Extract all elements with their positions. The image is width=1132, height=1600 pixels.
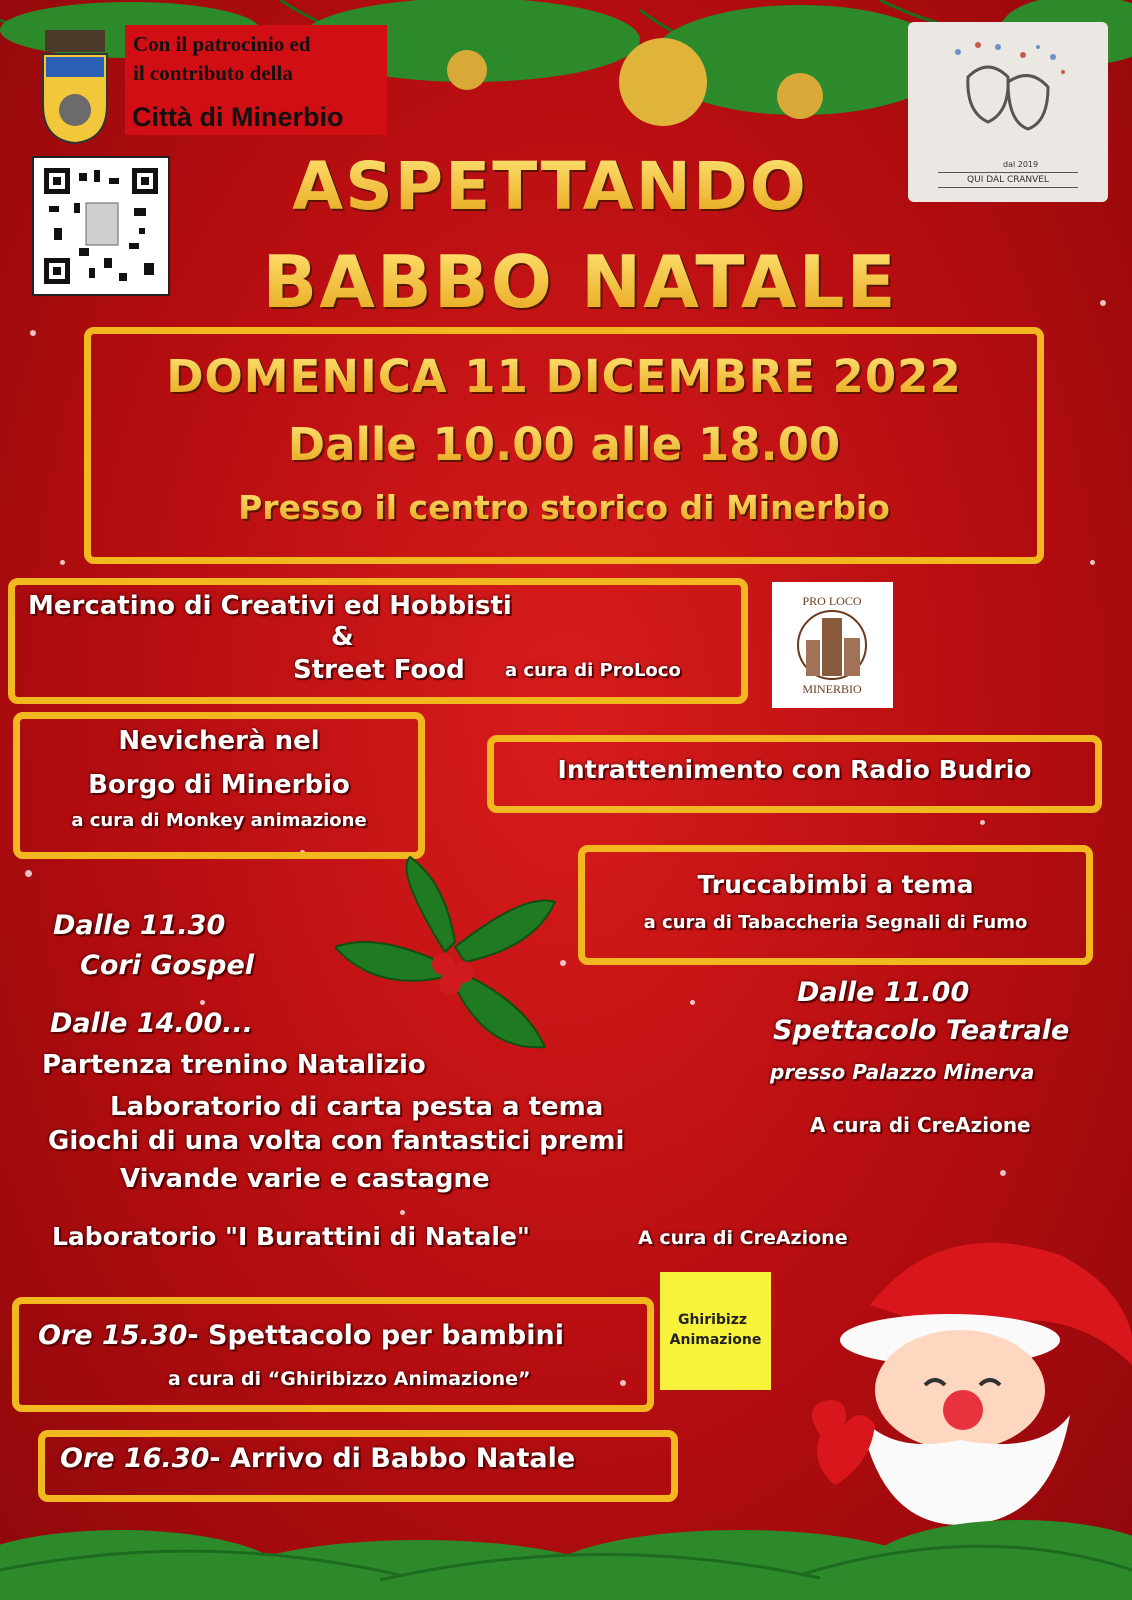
event-time: Dalle 10.00 alle 18.00 bbox=[84, 418, 1044, 471]
teatro-label: Spettacolo Teatrale bbox=[773, 1015, 1070, 1046]
neve-line1: Nevicherà nel bbox=[118, 726, 320, 756]
spettacolo-label: - Spettacolo per bambini bbox=[187, 1320, 564, 1351]
spettacolo-by: a cura di “Ghiribizzo Animazione” bbox=[168, 1368, 531, 1390]
afternoon-item-2: Laboratorio di carta pesta a tema bbox=[110, 1092, 604, 1122]
teatro-time: Dalle 11.00 bbox=[797, 977, 970, 1008]
patronage-line2: il contributo della bbox=[133, 61, 293, 85]
trucca-box bbox=[578, 845, 1093, 965]
holly-icon bbox=[335, 852, 560, 1062]
title-line1: ASPETTANDO bbox=[200, 148, 900, 225]
afternoon-time: Dalle 14.00... bbox=[50, 1008, 254, 1039]
arrivo-time: Ore 16.30 bbox=[60, 1443, 210, 1474]
teatro-by: A cura di CreAzione bbox=[810, 1113, 1031, 1137]
patronage-line1: Con il patrocinio ed bbox=[133, 32, 311, 56]
tower-icon bbox=[792, 610, 872, 680]
trucca-by: a cura di Tabaccheria Segnali di Fumo bbox=[643, 912, 1028, 933]
trucca-line1: Truccabimbi a tema bbox=[697, 870, 974, 899]
sponsor-banner: QUI DAL CRANVEL bbox=[938, 172, 1078, 188]
mercatino-amp: & bbox=[331, 622, 354, 652]
teatro-place: presso Palazzo Minerva bbox=[770, 1060, 1035, 1084]
title-line2: BABBO NATALE bbox=[180, 240, 980, 324]
proloco-logo-bottom: MINERBIO bbox=[802, 682, 862, 696]
afternoon-item-3: Giochi di una volta con fantastici premi bbox=[48, 1126, 625, 1156]
gospel-time: Dalle 11.30 bbox=[53, 910, 226, 941]
sponsor-logo bbox=[908, 22, 1108, 202]
gospel-label: Cori Gospel bbox=[80, 950, 255, 981]
ghiribizzo-logo bbox=[660, 1272, 771, 1390]
ghiribizzo-logo-line1: Ghiribizz bbox=[677, 1312, 748, 1328]
coat-of-arms-icon bbox=[40, 30, 110, 145]
radio-label: Intrattenimento con Radio Budrio bbox=[557, 755, 1032, 784]
proloco-logo-top: PRO LOCO bbox=[802, 594, 862, 608]
ghiribizzo-logo-line2: Animazione bbox=[669, 1332, 762, 1348]
city-name: Città di Minerbio bbox=[132, 102, 344, 132]
mercatino-line1: Mercatino di Creativi ed Hobbisti bbox=[28, 591, 512, 621]
burattini-by: A cura di CreAzione bbox=[638, 1227, 848, 1249]
afternoon-item-1: Partenza trenino Natalizio bbox=[42, 1050, 426, 1080]
theatre-masks-icon bbox=[938, 37, 1078, 157]
ornament-ball bbox=[619, 38, 707, 126]
neve-by: a cura di Monkey animazione bbox=[71, 810, 367, 831]
pine-branches-bottom bbox=[0, 1490, 1132, 1600]
mercatino-by: a cura di ProLoco bbox=[505, 660, 681, 681]
patronage-text bbox=[133, 30, 311, 88]
afternoon-item-4: Vivande varie e castagne bbox=[120, 1164, 490, 1194]
arrivo-line bbox=[60, 1443, 575, 1474]
burattini-label: Laboratorio "I Burattini di Natale" bbox=[52, 1222, 530, 1251]
santa-claus-icon bbox=[760, 1225, 1132, 1525]
neve-line2: Borgo di Minerbio bbox=[88, 770, 350, 800]
event-place: Presso il centro storico di Minerbio bbox=[84, 488, 1044, 527]
proloco-logo bbox=[772, 582, 893, 708]
qr-code-icon bbox=[34, 158, 168, 294]
qr-code[interactable] bbox=[32, 156, 170, 296]
event-date: DOMENICA 11 DICEMBRE 2022 bbox=[84, 350, 1044, 403]
spettacolo-time: Ore 15.30 bbox=[38, 1320, 188, 1351]
mercatino-line2: Street Food bbox=[293, 655, 465, 685]
sponsor-year: dal 2019 bbox=[1003, 160, 1039, 169]
spettacolo-line bbox=[38, 1320, 564, 1351]
arrivo-label: - Arrivo di Babbo Natale bbox=[209, 1443, 576, 1474]
spettacolo-box bbox=[12, 1297, 654, 1412]
